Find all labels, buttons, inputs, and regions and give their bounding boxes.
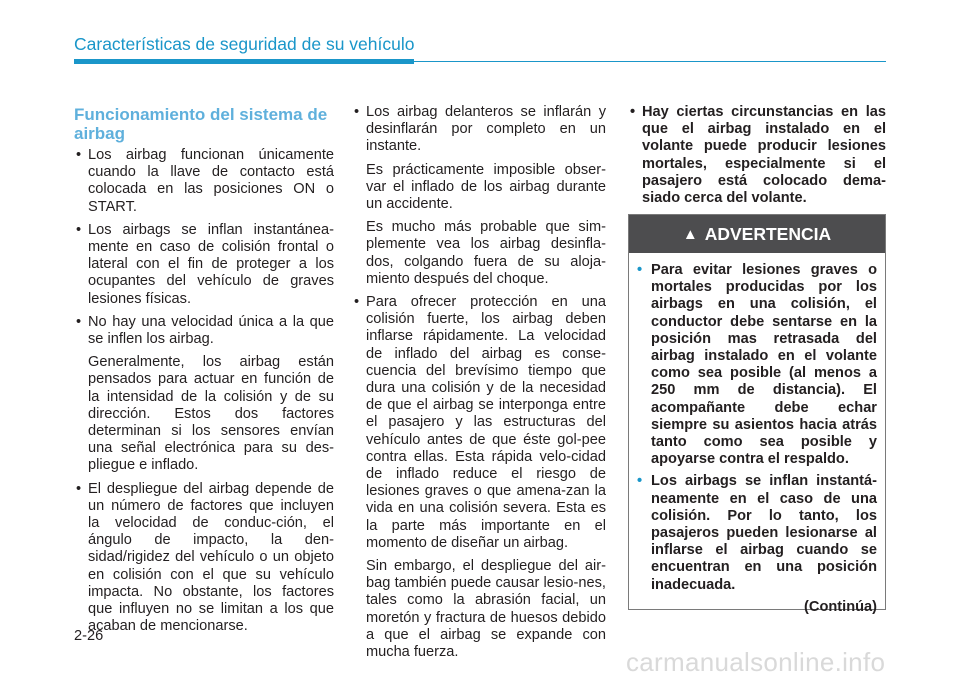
page-header-title: Características de seguridad de su vehículo [74,34,415,54]
col2-paragraph-2: Es mucho más probable que sim-plemente vea los airbag desinfla-dos, colgando fuera de su aloja-miento después del choque. [366,219,606,287]
col1-bullet-4: • El despliegue del airbag depende de un número de factores que incluyen la velocidad de conduc-ción, el ángulo de impacto, la den-sidad/rigidez del vehículo o un objeto en colisión con el que su vehículo impacta. No obstante, los factores que influyen no se limitan a los que acaban de mencionarse. [74,481,334,636]
warning-triangle-icon: ▲ [682,225,698,243]
warning-box [628,214,886,615]
col1-bullet-3: • No hay una velocidad única a la que se inflen los airbag. [74,314,334,348]
column-1 [74,147,334,641]
page-number: 2-26 [74,628,104,644]
warning-item-1: • Para evitar lesiones graves o mortales producidas por los airbags en una colisión, el conductor debe sentarse en la posición mas retrasada del airbag instalado en el volante como sea posible (al menos a 250 mm de distancia). El acompañante debe echar siempre su asientos hacia atrás tanto como sea posible y apoyarse contra el respaldo. [637,262,877,468]
col2-paragraph-1: Es prácticamente imposible obser-var el inflado de los airbag durante un accidente. [366,161,606,213]
header-rule-thick [74,59,414,64]
col3-bullet-1: • Hay ciertas circunstancias en las que el airbag instalado en el volante puede producir lesiones mortales, especialmente si el pasajero está colocado dema-siado cerca del volante. [628,104,886,207]
col2-paragraph-3: Sin embargo, el despliegue del air-bag también puede causar lesio-nes, tales como la abrasión facial, un moretón y fractura de huesos debido a que el airbag se expande con mucha fuerza. [366,558,606,661]
warning-continued-label: (Continúa) [804,598,877,615]
warning-title: ADVERTENCIA [704,223,832,244]
warning-body [629,253,885,616]
column-2 [352,104,606,667]
col1-bullet-2: • Los airbags se inflan instantánea-mente en caso de colisión frontal o lateral con el fin de proteger a los ocupantes del vehículo de graves lesiones físicas. [74,222,334,308]
section-heading: Funcionamiento del sistema de airbag [74,105,328,143]
col2-bullet-2: • Para ofrecer protección en una colisión fuerte, los airbag deben inflarse rápidamente. La velocidad de inflado del airbag es conse-cuencia del brevísimo tiempo que dura una colisión y de la necesidad de que el airbag se interponga entre el pasajero y las estructuras del vehículo antes de que éste gol-pee contra ellas. Esta rápida velo-cidad de inflado reduce el riesgo de lesiones graves o que amena-zan la vida en una colisión severa. Esta es la parte más importante en el momento de diseñar un airbag. [352,294,606,552]
warning-item-2: • Los airbags se inflan instantá-neamente en el caso de una colisión. Por lo tanto, los pasajeros pueden lesionarse al inflarse el airbag cuando se encuentran en una posición inadecuada. [637,473,877,593]
watermark-text: carmanualsonline.info [626,647,886,677]
warning-header [629,215,885,253]
col2-bullet-1: • Los airbag delanteros se inflarán y desinflarán por completo en un instante. [352,104,606,156]
col1-paragraph-1: Generalmente, los airbag están pensados para actuar en función de la intensidad de la colisión y de su dirección. Estos dos factores determinan si los sensores envían una señal electrónica para su des-pliegue e inflado. [88,354,334,474]
column-3 [628,104,886,213]
header-rule-thin [414,61,886,62]
col1-bullet-1: • Los airbag funcionan únicamente cuando la llave de contacto está colocada en las posiciones ON o START. [74,147,334,216]
